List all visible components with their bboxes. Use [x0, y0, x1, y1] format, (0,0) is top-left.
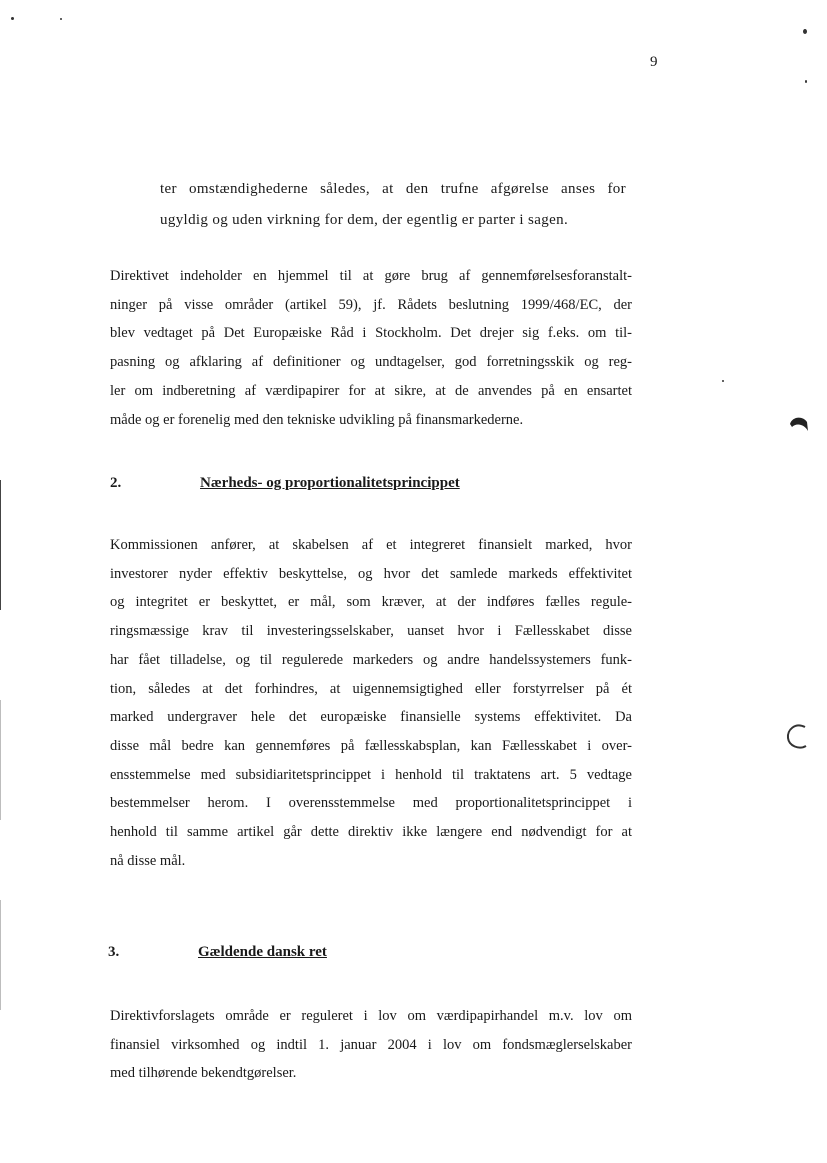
paragraph-line: pasning og afklaring af definitioner og undtagelser, god forretningsskik og reg- [110, 354, 632, 371]
paragraph-line: ringsmæssige krav til investeringsselskaber, uanset hvor i Fællesskabet disse [110, 623, 632, 640]
paragraph-line: bestemmelser herom. I overensstemmelse med proportionalitetsprincippet i [110, 795, 632, 812]
paragraph-line: og integritet er beskyttet, er mål, som kræver, at der indføres fælles regule- [110, 594, 632, 611]
paragraph-subsidiarity [110, 531, 632, 875]
section-number: 2. [110, 475, 122, 491]
page-number: 9 [650, 54, 658, 70]
scan-speck [803, 29, 807, 34]
paragraph-line: tion, således at det forhindres, at uigennemsigtighed eller forstyrrelser på ét [110, 680, 632, 697]
section-title: Gældende dansk ret [198, 944, 327, 960]
paragraph-line: ler om indberetning af værdipapirer for at sikre, at de anvendes på en ensartet [110, 382, 632, 399]
paragraph-line: nå disse mål. [110, 852, 186, 869]
paragraph-line: Kommissionen anfører, at skabelsen af et integreret finansielt marked, hvor [110, 537, 632, 553]
paragraph-line: måde og er forenelig med den tekniske udvikling på finansmarkederne. [110, 411, 524, 428]
paragraph-line: ninger på visse områder (artikel 59), jf. Rådets beslutning 1999/468/EC, der [110, 296, 632, 313]
hole-punch-mark-icon [785, 722, 809, 752]
section-title: Nærheds- og proportionalitetsprincippet [200, 475, 460, 491]
paragraph-danish-law [110, 1002, 632, 1088]
paragraph-line: har fået tilladelse, og til regulerede markeders og andre handelssystemers funk- [110, 651, 632, 668]
paragraph-line: finansiel virksomhed og indtil 1. januar 2004 i lov om fondsmæglerselskaber [110, 1036, 632, 1053]
paragraph-line: disse mål bedre kan gennemføres på fællesskabsplan, kan Fællesskabet i over- [110, 737, 632, 754]
paragraph-line: Direktivforslagets område er reguleret i lov om værdipapirhandel m.v. lov om [110, 1008, 632, 1024]
scan-speck [60, 18, 62, 20]
paragraph-line: marked undergraver hele det europæiske finansielle systems effektivitet. Da [110, 709, 632, 726]
quote-line: ter omstændighederne således, at den trufne afgørelse anses for [160, 181, 626, 197]
scan-speck [11, 17, 14, 20]
paragraph-line: med tilhørende bekendtgørelser. [110, 1065, 297, 1082]
scan-speck [805, 80, 807, 83]
quote-line: ugyldig og uden virkning for dem, der egentlig er parter i sagen. [160, 212, 569, 228]
paragraph-implementing-measures [110, 262, 632, 434]
scan-edge-line [0, 480, 1, 610]
paragraph-line: investorer nyder effektiv beskyttelse, og hvor det samlede markeds effektivitet [110, 565, 632, 582]
paragraph-line: henhold til samme artikel går dette direktiv ikke længere end nødvendigt for at [110, 824, 632, 841]
paragraph-line: Direktivet indeholder en hjemmel til at gøre brug af gennemførelsesforanstalt- [110, 268, 632, 284]
scan-speck [722, 380, 724, 382]
hole-punch-mark-icon [788, 414, 810, 434]
section-number: 3. [108, 944, 120, 960]
paragraph-line: ensstemmelse med subsidiaritetsprincippet i henhold til traktatens art. 5 vedtage [110, 766, 632, 783]
scan-edge-line [0, 900, 1, 1010]
paragraph-line: blev vedtaget på Det Europæiske Råd i Stockholm. Det drejer sig f.eks. om til- [110, 325, 632, 342]
scan-edge-line [0, 700, 1, 820]
indented-quote [160, 174, 626, 236]
